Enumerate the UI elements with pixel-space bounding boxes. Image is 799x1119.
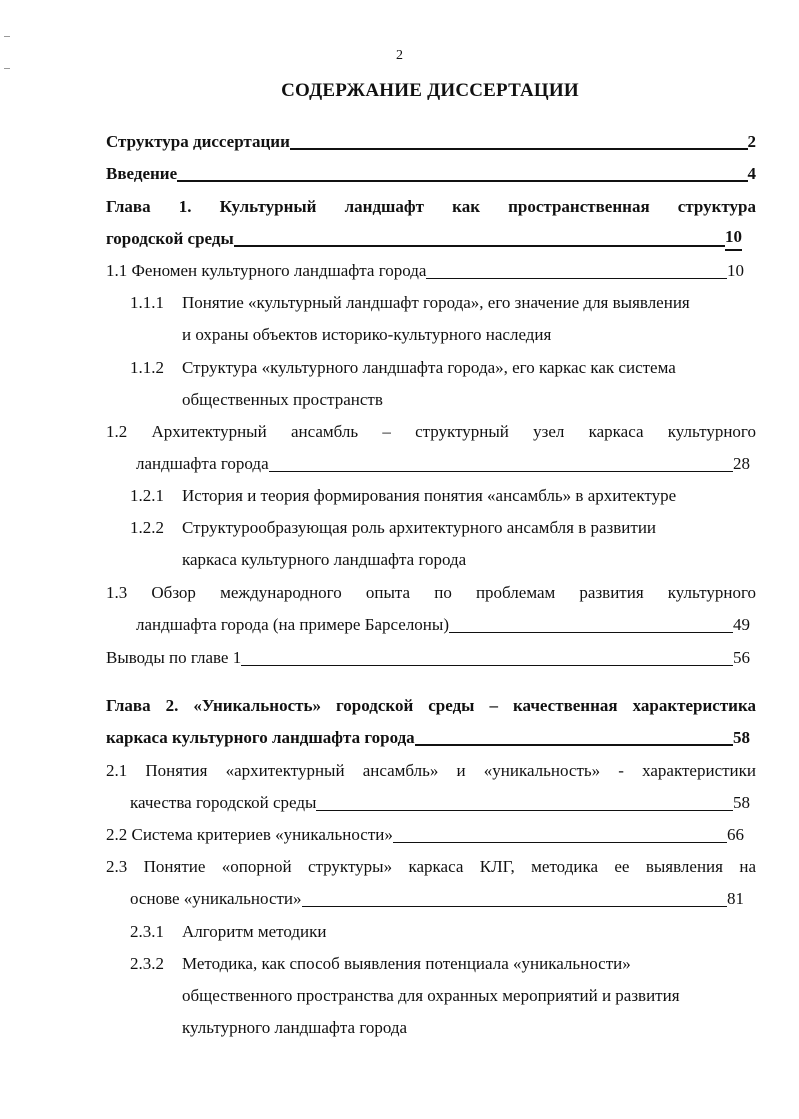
toc-entry-text: основе «уникальности»	[130, 889, 302, 908]
leader-line	[316, 809, 733, 811]
toc-chapter-2-line2[interactable]	[106, 726, 750, 750]
leader-line	[393, 841, 727, 843]
toc-subsection-text: каркаса культурного ландшафта города	[182, 550, 467, 569]
leader-line	[415, 743, 733, 746]
page-number: 2	[396, 48, 403, 63]
leader-line	[290, 147, 748, 150]
toc-subsection-text: Структура «культурного ландшафта города», его каркас как система	[182, 358, 676, 377]
toc-subsection-number: 2.3.1	[130, 922, 164, 941]
toc-section-1-3-line2[interactable]	[136, 613, 750, 637]
leader-line	[426, 277, 727, 279]
toc-subsection-text: общественных пространств	[182, 390, 383, 409]
toc-entry-text: каркаса культурного ландшафта города	[106, 728, 415, 747]
toc-entry-text: ландшафта города (на примере Барселоны)	[136, 615, 449, 634]
toc-page-number: 49	[733, 615, 750, 634]
toc-subsection-text: Алгоритм методики	[182, 922, 327, 941]
toc-entry-text: Структура диссертации	[106, 132, 290, 151]
toc-subsection-number: 1.1.1	[130, 293, 164, 312]
toc-section-2-1-line2[interactable]	[130, 791, 750, 815]
toc-page-number: 4	[747, 164, 756, 183]
toc-entry-text: городской среды	[106, 229, 234, 248]
toc-entry-text: качества городской среды	[130, 793, 317, 812]
toc-chapter-1-line1[interactable]: Глава 1. Культурный ландшафт как пространственная структура	[106, 197, 756, 216]
margin-mark	[4, 36, 10, 37]
leader-line	[177, 179, 747, 182]
leader-line	[449, 631, 733, 633]
toc-entry-text: ландшафта города	[136, 454, 269, 473]
toc-section-2-2[interactable]	[106, 823, 744, 847]
toc-entry-structure[interactable]	[106, 130, 756, 154]
leader-line	[269, 470, 733, 472]
toc-entry-text: Введение	[106, 164, 178, 183]
toc-subsection-text: культурного ландшафта города	[182, 1018, 408, 1037]
toc-page-number: 58	[733, 728, 750, 747]
toc-subsection-number: 1.2.1	[130, 486, 164, 505]
toc-subsection-text: и охраны объектов историко-культурного наследия	[182, 325, 552, 344]
toc-subsection-text: Понятие «культурный ландшафт города», его значение для выявления	[182, 293, 690, 312]
toc-subsection-text: общественного пространства для охранных мероприятий и развития	[182, 986, 680, 1005]
leader-line	[241, 664, 733, 666]
toc-section-1-3-line1[interactable]: 1.3 Обзор международного опыта по проблемам развития культурного	[106, 583, 756, 602]
toc-section-1-2-line2[interactable]	[136, 452, 750, 476]
leader-line	[234, 244, 725, 247]
toc-section-1-1[interactable]	[106, 259, 744, 283]
toc-subsection-text: Структурообразующая роль архитектурного ансамбля в развитии	[182, 518, 657, 537]
toc-entry-text: Выводы по главе 1	[106, 648, 242, 667]
margin-mark	[4, 68, 10, 69]
toc-section-1-2-line1[interactable]: 1.2 Архитектурный ансамбль – структурный узел каркаса культурного	[106, 422, 756, 441]
toc-entry-text: 2.2 Система критериев «уникальности»	[106, 825, 393, 844]
toc-subsection-number: 2.3.2	[130, 954, 164, 973]
toc-subsection-text: Методика, как способ выявления потенциала «уникальности»	[182, 954, 631, 973]
toc-chapter-1-line2[interactable]	[106, 227, 742, 251]
page-title: СОДЕРЖАНИЕ ДИССЕРТАЦИИ	[281, 80, 579, 101]
toc-entry-intro[interactable]	[106, 162, 756, 186]
toc-entry-text: 1.1 Феномен культурного ландшафта города	[106, 261, 427, 280]
toc-page-number: 58	[733, 793, 750, 812]
toc-page-number: 81	[727, 889, 744, 908]
toc-section-2-3-line2[interactable]	[130, 887, 744, 911]
toc-subsection-text: История и теория формирования понятия «ансамбль» в архитектуре	[182, 486, 677, 505]
toc-page-number: 28	[733, 454, 750, 473]
toc-page-number: 66	[727, 825, 744, 844]
toc-page-number: 2	[747, 132, 756, 151]
toc-chapter-2-line1[interactable]: Глава 2. «Уникальность» городской среды – качественная характеристика	[106, 696, 756, 715]
toc-subsection-number: 1.2.2	[130, 518, 164, 537]
toc-page-number: 10	[725, 225, 742, 251]
toc-subsection-number: 1.1.2	[130, 358, 164, 377]
toc-conclusions-1[interactable]	[106, 646, 750, 670]
toc-page-number: 56	[733, 648, 750, 667]
toc-page-number: 10	[727, 261, 744, 280]
toc-section-2-3-line1[interactable]: 2.3 Понятие «опорной структуры» каркаса КЛГ, методика ее выявления на	[106, 857, 756, 876]
toc-section-2-1-line1[interactable]: 2.1 Понятия «архитектурный ансамбль» и «уникальность» - характеристики	[106, 761, 756, 780]
leader-line	[302, 905, 727, 907]
